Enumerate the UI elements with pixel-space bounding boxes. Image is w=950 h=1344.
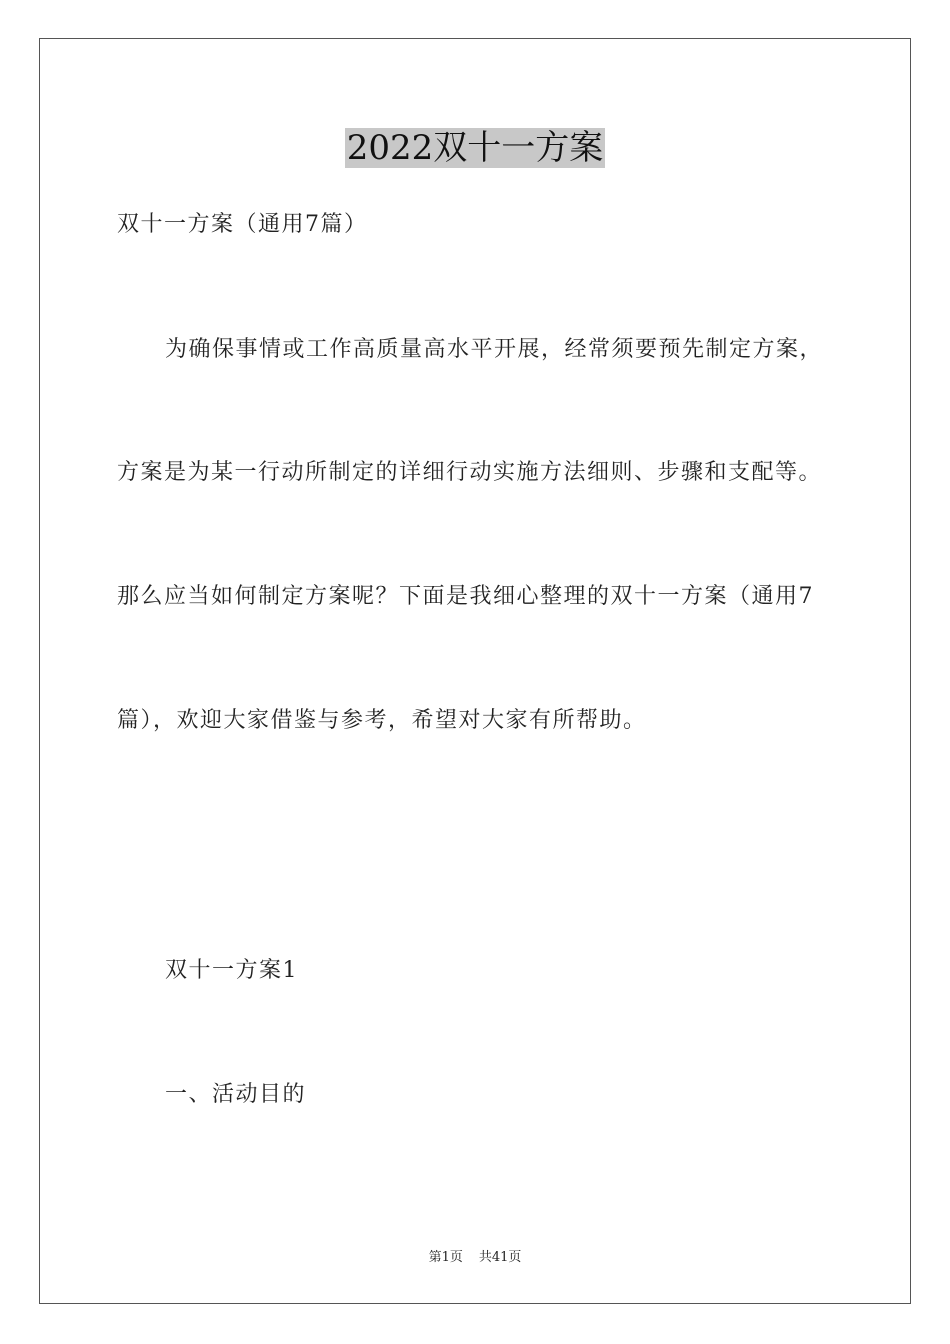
paragraph-line: 篇），欢迎大家借鉴与参考，希望对大家有所帮助。: [117, 708, 647, 733]
paragraph-line: 那么应当如何制定方案呢？下面是我细心整理的双十一方案（通用7: [117, 584, 814, 609]
paragraph-line: 为确保事情或工作高质量高水平开展，经常须要预先制定方案，: [165, 337, 824, 362]
document-subtitle: 双十一方案（通用7篇）: [117, 212, 368, 237]
section-heading: 双十一方案1: [165, 958, 298, 983]
title-container: [0, 128, 950, 168]
page-total: 共41页: [478, 1250, 522, 1265]
document-title: 2022双十一方案: [346, 128, 604, 168]
paragraph-line: 方案是为某一行动所制定的详细行动实施方法细则、步骤和支配等。: [117, 460, 823, 485]
page-number: 第1页: [428, 1250, 463, 1265]
subsection-heading: 一、活动目的: [165, 1082, 307, 1107]
page-footer: [0, 1246, 950, 1265]
